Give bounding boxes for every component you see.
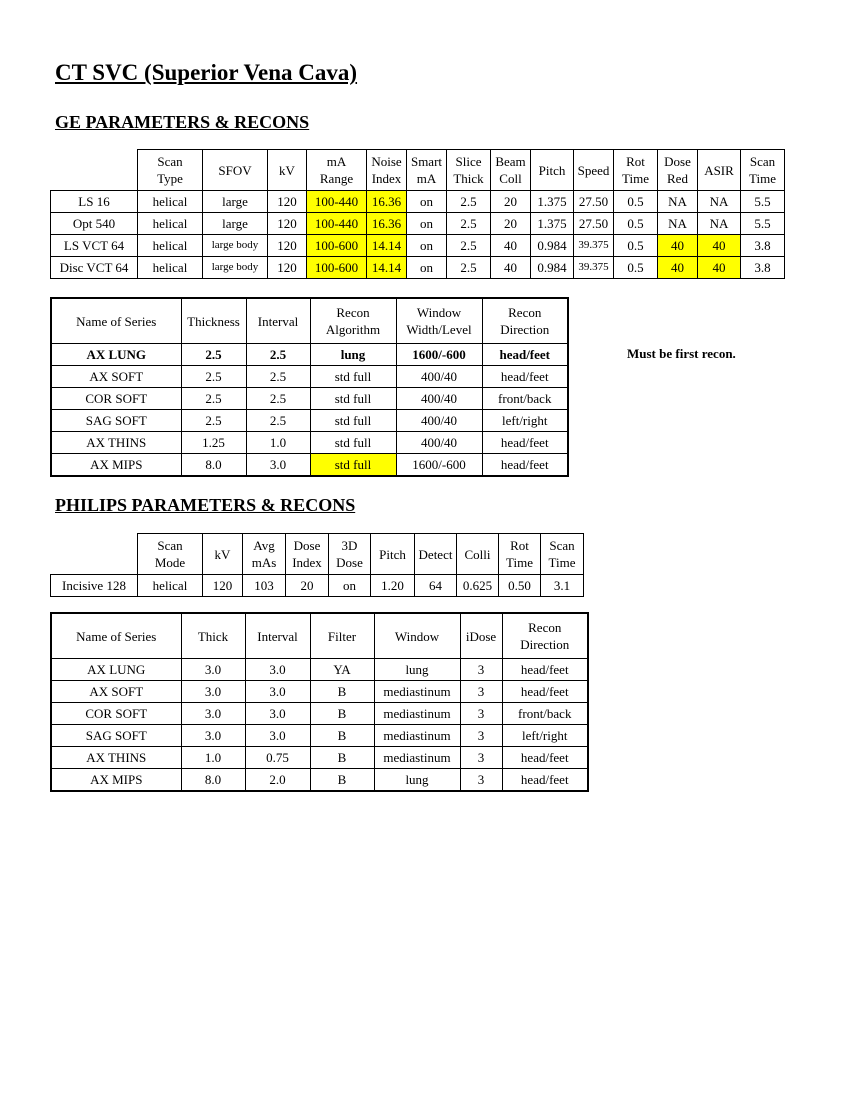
table-cell: head/feet [502, 681, 588, 703]
table-cell: mediastinum [374, 703, 460, 725]
table-cell: 120 [268, 257, 307, 279]
table-cell: 400/40 [396, 366, 482, 388]
header-cell: Beam Coll [491, 150, 531, 191]
header-cell: Colli [457, 534, 499, 575]
series-name: AX SOFT [51, 366, 181, 388]
table-cell: 0.5 [614, 213, 658, 235]
table-cell: 1.25 [181, 432, 246, 454]
table-cell: 2.5 [246, 388, 310, 410]
table-cell: B [310, 681, 374, 703]
table-cell: B [310, 769, 374, 792]
table-cell: std full [310, 410, 396, 432]
table-cell: 400/40 [396, 410, 482, 432]
header-cell: Recon Algorithm [310, 298, 396, 344]
table-cell: helical [138, 213, 203, 235]
table-cell: 39.375 [574, 257, 614, 279]
ge-parameters-table [50, 149, 785, 279]
table-cell: 3.0 [245, 659, 310, 681]
table-cell: 1.20 [371, 575, 415, 597]
table-cell: 400/40 [396, 388, 482, 410]
corner-cell [51, 534, 138, 575]
table-cell: 120 [203, 575, 243, 597]
table-cell: head/feet [502, 769, 588, 792]
header-cell: Recon Direction [502, 613, 588, 659]
table-cell-highlighted: 40 [698, 235, 741, 257]
table-cell: 120 [268, 191, 307, 213]
table-cell: 3 [460, 659, 502, 681]
table-cell-highlighted: 100-600 [307, 257, 367, 279]
header-cell: Pitch [531, 150, 574, 191]
table-cell: 3.0 [181, 659, 245, 681]
table-cell: 103 [243, 575, 286, 597]
header-cell: Slice Thick [447, 150, 491, 191]
table-cell: 1600/-600 [396, 344, 482, 366]
table-cell: 3.0 [245, 703, 310, 725]
series-name: SAG SOFT [51, 410, 181, 432]
table-cell: 3.8 [741, 235, 785, 257]
table-row [51, 213, 785, 235]
table-cell: large [203, 191, 268, 213]
table-cell: B [310, 725, 374, 747]
header-cell: Rot Time [499, 534, 541, 575]
table-cell-highlighted: 100-600 [307, 235, 367, 257]
table-cell: NA [658, 191, 698, 213]
table-cell: 2.5 [246, 366, 310, 388]
header-cell: SFOV [203, 150, 268, 191]
table-cell: 2.5 [181, 366, 246, 388]
table-cell: mediastinum [374, 681, 460, 703]
table-cell: 1.0 [246, 432, 310, 454]
table-cell: 120 [268, 235, 307, 257]
table-cell: 0.5 [614, 235, 658, 257]
scanner-name: Incisive 128 [51, 575, 138, 597]
table-cell: on [407, 257, 447, 279]
table-cell: lung [374, 769, 460, 792]
series-name: AX LUNG [51, 344, 181, 366]
table-row [51, 747, 588, 769]
header-cell: Noise Index [367, 150, 407, 191]
table-cell: large [203, 213, 268, 235]
table-row [51, 575, 584, 597]
table-cell: on [407, 235, 447, 257]
table-cell: head/feet [502, 747, 588, 769]
first-recon-note: Must be first recon. [627, 346, 736, 361]
table-cell: 2.5 [447, 213, 491, 235]
table-cell: on [329, 575, 371, 597]
header-cell: Avg mAs [243, 534, 286, 575]
header-cell: Pitch [371, 534, 415, 575]
header-cell: Name of Series [51, 298, 181, 344]
table-cell-highlighted: std full [310, 454, 396, 477]
header-cell: Recon Direction [482, 298, 568, 344]
table-cell-highlighted: 14.14 [367, 257, 407, 279]
philips-section-heading: PHILIPS PARAMETERS & RECONS [55, 495, 356, 515]
table-row [51, 410, 568, 432]
table-cell: 20 [491, 213, 531, 235]
header-cell: Detect [415, 534, 457, 575]
header-cell: kV [268, 150, 307, 191]
table-cell: 2.5 [447, 191, 491, 213]
header-cell: mA Range [307, 150, 367, 191]
table-cell: 3.0 [181, 703, 245, 725]
table-cell: 120 [268, 213, 307, 235]
header-cell: Filter [310, 613, 374, 659]
table-cell: B [310, 747, 374, 769]
table-cell: 3.0 [181, 681, 245, 703]
table-cell: 2.5 [181, 344, 246, 366]
scanner-name: Disc VCT 64 [51, 257, 138, 279]
philips-parameters-table [50, 533, 584, 597]
table-cell: 2.0 [245, 769, 310, 792]
series-name: AX LUNG [51, 659, 181, 681]
table-cell: 2.5 [447, 235, 491, 257]
table-cell: 2.5 [181, 410, 246, 432]
table-cell: std full [310, 388, 396, 410]
table-row [51, 344, 568, 366]
table-row [51, 388, 568, 410]
table-cell: helical [138, 235, 203, 257]
table-row [51, 725, 588, 747]
table-cell: 39.375 [574, 235, 614, 257]
table-cell: 0.625 [457, 575, 499, 597]
table-cell: 0.75 [245, 747, 310, 769]
table-cell-highlighted: 16.36 [367, 191, 407, 213]
table-cell: 20 [491, 191, 531, 213]
scanner-name: LS VCT 64 [51, 235, 138, 257]
table-cell: lung [374, 659, 460, 681]
table-cell: head/feet [482, 432, 568, 454]
series-name: AX THINS [51, 432, 181, 454]
page-title: CT SVC (Superior Vena Cava) [55, 60, 358, 85]
table-cell: lung [310, 344, 396, 366]
table-cell: 0.5 [614, 257, 658, 279]
table-row [51, 366, 568, 388]
table-cell: head/feet [482, 366, 568, 388]
table-cell-highlighted: 40 [658, 235, 698, 257]
table-cell: head/feet [502, 659, 588, 681]
series-name: SAG SOFT [51, 725, 181, 747]
table-cell-highlighted: 100-440 [307, 191, 367, 213]
table-cell: YA [310, 659, 374, 681]
table-cell: 3.0 [246, 454, 310, 477]
header-cell: Scan Time [741, 150, 785, 191]
table-cell: 400/40 [396, 432, 482, 454]
table-cell: 8.0 [181, 454, 246, 477]
table-cell: 20 [286, 575, 329, 597]
header-cell: Speed [574, 150, 614, 191]
table-row [51, 257, 785, 279]
table-cell: std full [310, 366, 396, 388]
table-cell: NA [698, 191, 741, 213]
table-cell: head/feet [482, 344, 568, 366]
table-cell: left/right [502, 725, 588, 747]
table-cell: 27.50 [574, 191, 614, 213]
scanner-name: Opt 540 [51, 213, 138, 235]
header-cell: Scan Mode [138, 534, 203, 575]
table-row [51, 191, 785, 213]
header-cell: Dose Red [658, 150, 698, 191]
table-cell: on [407, 191, 447, 213]
table-cell: 64 [415, 575, 457, 597]
table-cell: 3.0 [245, 725, 310, 747]
header-cell: kV [203, 534, 243, 575]
philips-recons-table [50, 612, 589, 792]
table-cell: 1.0 [181, 747, 245, 769]
table-row [51, 703, 588, 725]
header-cell: Thickness [181, 298, 246, 344]
table-row [51, 659, 588, 681]
table-cell: 5.5 [741, 213, 785, 235]
table-cell: mediastinum [374, 747, 460, 769]
table-cell: on [407, 213, 447, 235]
table-cell: left/right [482, 410, 568, 432]
header-cell: Interval [245, 613, 310, 659]
table-cell: 2.5 [246, 410, 310, 432]
table-cell: 3 [460, 725, 502, 747]
table-cell: helical [138, 257, 203, 279]
table-cell: std full [310, 432, 396, 454]
header-cell: 3D Dose [329, 534, 371, 575]
header-cell: Name of Series [51, 613, 181, 659]
header-cell: ASIR [698, 150, 741, 191]
table-cell: 8.0 [181, 769, 245, 792]
header-cell: Window Width/Level [396, 298, 482, 344]
table-row [51, 432, 568, 454]
table-cell: large body [203, 235, 268, 257]
header-cell: Smart mA [407, 150, 447, 191]
table-cell: 1.375 [531, 191, 574, 213]
table-row [51, 235, 785, 257]
table-cell: helical [138, 191, 203, 213]
table-cell-highlighted: 100-440 [307, 213, 367, 235]
table-cell: 3 [460, 703, 502, 725]
table-cell: 1.375 [531, 213, 574, 235]
table-cell: 3 [460, 681, 502, 703]
table-cell: B [310, 703, 374, 725]
table-cell: NA [658, 213, 698, 235]
table-cell: 3.8 [741, 257, 785, 279]
header-cell: Rot Time [614, 150, 658, 191]
header-cell: Scan Time [541, 534, 584, 575]
table-cell: 2.5 [246, 344, 310, 366]
table-cell: 40 [491, 235, 531, 257]
table-cell: 3.1 [541, 575, 584, 597]
table-cell-highlighted: 14.14 [367, 235, 407, 257]
table-cell: 2.5 [447, 257, 491, 279]
series-name: COR SOFT [51, 388, 181, 410]
table-cell: helical [138, 575, 203, 597]
table-cell: 3.0 [245, 681, 310, 703]
table-cell: 3 [460, 769, 502, 792]
table-cell: 0.984 [531, 257, 574, 279]
series-name: AX MIPS [51, 454, 181, 477]
table-cell-highlighted: 40 [698, 257, 741, 279]
table-cell: front/back [482, 388, 568, 410]
corner-cell [51, 150, 138, 191]
table-cell: 40 [491, 257, 531, 279]
table-cell: 0.5 [614, 191, 658, 213]
series-name: AX THINS [51, 747, 181, 769]
table-row [51, 454, 568, 477]
table-cell: 0.984 [531, 235, 574, 257]
ge-recons-table [50, 297, 569, 477]
table-cell: front/back [502, 703, 588, 725]
table-cell: mediastinum [374, 725, 460, 747]
ge-section-heading: GE PARAMETERS & RECONS [55, 112, 310, 132]
table-cell: 5.5 [741, 191, 785, 213]
table-cell: 0.50 [499, 575, 541, 597]
header-cell: Dose Index [286, 534, 329, 575]
table-cell: large body [203, 257, 268, 279]
series-name: COR SOFT [51, 703, 181, 725]
table-cell: head/feet [482, 454, 568, 477]
header-cell: Scan Type [138, 150, 203, 191]
header-cell: Thick [181, 613, 245, 659]
series-name: AX MIPS [51, 769, 181, 792]
header-cell: Interval [246, 298, 310, 344]
table-row [51, 681, 588, 703]
table-cell: 1600/-600 [396, 454, 482, 477]
table-cell: NA [698, 213, 741, 235]
series-name: AX SOFT [51, 681, 181, 703]
table-cell: 2.5 [181, 388, 246, 410]
table-cell: 3 [460, 747, 502, 769]
table-cell-highlighted: 40 [658, 257, 698, 279]
scanner-name: LS 16 [51, 191, 138, 213]
table-row [51, 769, 588, 792]
header-cell: Window [374, 613, 460, 659]
header-cell: iDose [460, 613, 502, 659]
table-cell: 27.50 [574, 213, 614, 235]
table-cell-highlighted: 16.36 [367, 213, 407, 235]
table-cell: 3.0 [181, 725, 245, 747]
